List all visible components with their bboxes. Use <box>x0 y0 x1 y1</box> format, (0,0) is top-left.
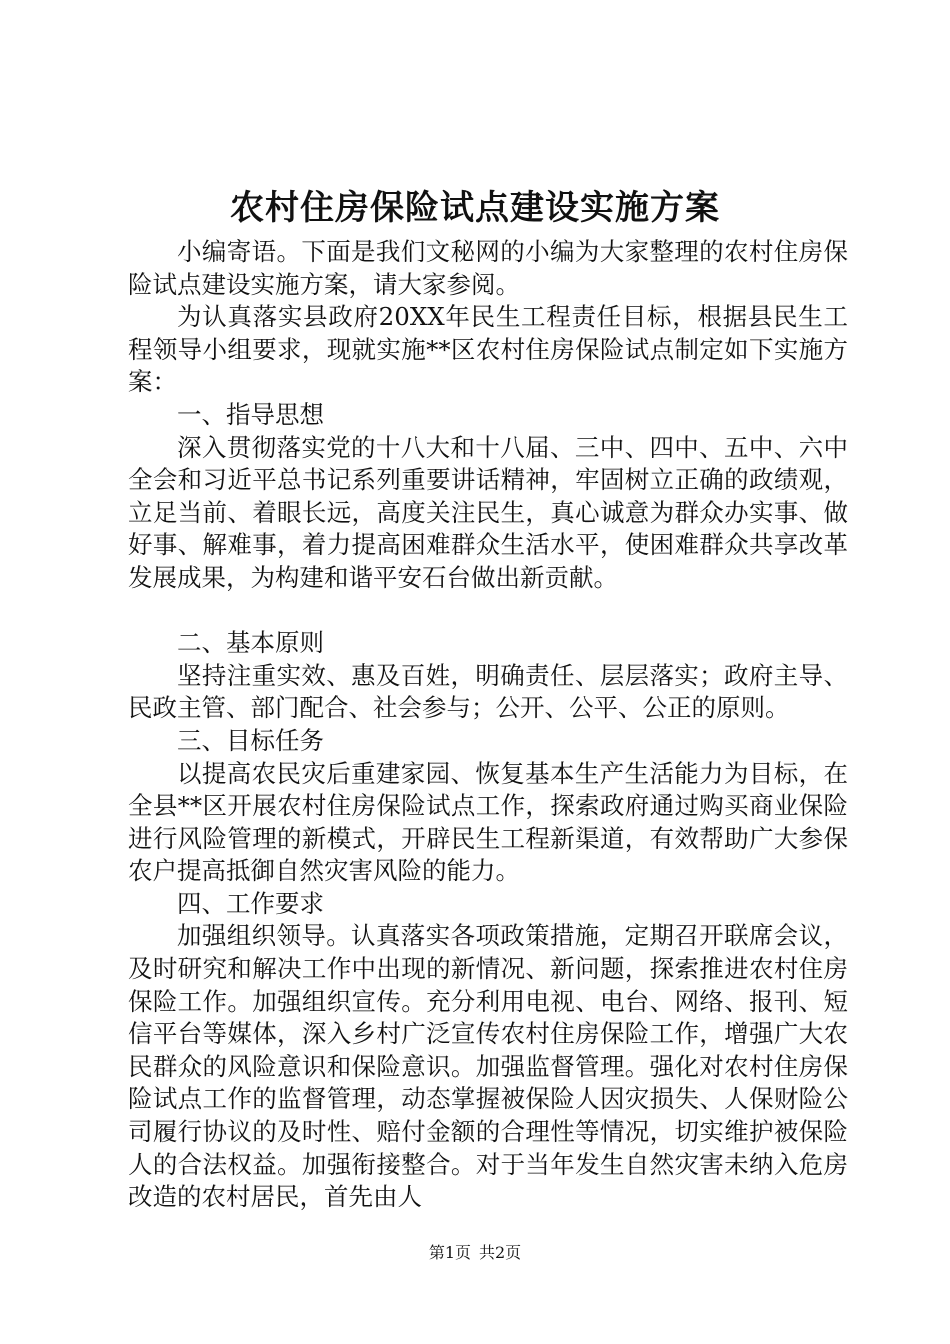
document-title: 农村住房保险试点建设实施方案 <box>230 188 720 228</box>
section-heading-guiding-thought: 一、指导思想 <box>177 399 324 429</box>
purpose-paragraph: 为认真落实县政府20XX年民生工程责任目标，根据县民生工程领导小组要求，现就实施**区农村住房保险试点制定如下实施方案： <box>128 302 848 397</box>
section-heading-basic-principles: 二、基本原则 <box>177 628 324 658</box>
page-number: 第1页 <box>428 1243 471 1262</box>
work-requirements-paragraph: 加强组织领导。认真落实各项政策措施，定期召开联席会议，及时研究和解决工作中出现的新情况、新问题，探索推进农村住房保险工作。加强组织宣传。充分利用电视、电台、网络、报刊、短信平台等媒体，深入乡村广泛宣传农村住房保险工作，增强广大农民群众的风险意识和保险意识。加强监督管理。强化对农村住房保险试点工作的监督管理，动态掌握被保险人因灾损失、人保财险公司履行协议的及时性、赔付金额的合理性等情况，切实维护被保险人的合法权益。加强衔接整合。对于当年发生自然灾害未纳入危房改造的农村居民，首先由人 <box>128 921 848 1212</box>
section-heading-work-requirements: 四、工作要求 <box>177 888 324 918</box>
page-total: 共2页 <box>479 1243 522 1262</box>
basic-principles-paragraph: 坚持注重实效、惠及百姓，明确责任、层层落实；政府主导、民政主管、部门配合、社会参与；公开、公平、公正的原则。 <box>128 660 848 723</box>
goals-paragraph: 以提高农民灾后重建家园、恢复基本生产生活能力为目标，在全县**区开展农村住房保险试点工作，探索政府通过购买商业保险进行风险管理的新模式，开辟民生工程新渠道，有效帮助广大参保农户提高抵御自然灾害风险的能力。 <box>128 758 848 886</box>
page-footer <box>0 1242 950 1264</box>
document-body <box>128 236 848 1214</box>
guiding-thought-paragraph: 深入贯彻落实党的十八大和十八届、三中、四中、五中、六中全会和习近平总书记系列重要讲话精神，牢固树立正确的政绩观，立足当前、着眼长远，高度关注民生，真心诚意为群众办实事、做好事、解难事，着力提高困难群众生活水平，使困难群众共享改革发展成果，为构建和谐平安石台做出新贡献。 <box>128 432 848 592</box>
section-heading-goals: 三、目标任务 <box>177 725 324 755</box>
intro-paragraph: 小编寄语。下面是我们文秘网的小编为大家整理的农村住房保险试点建设实施方案，请大家参阅。 <box>128 237 848 299</box>
